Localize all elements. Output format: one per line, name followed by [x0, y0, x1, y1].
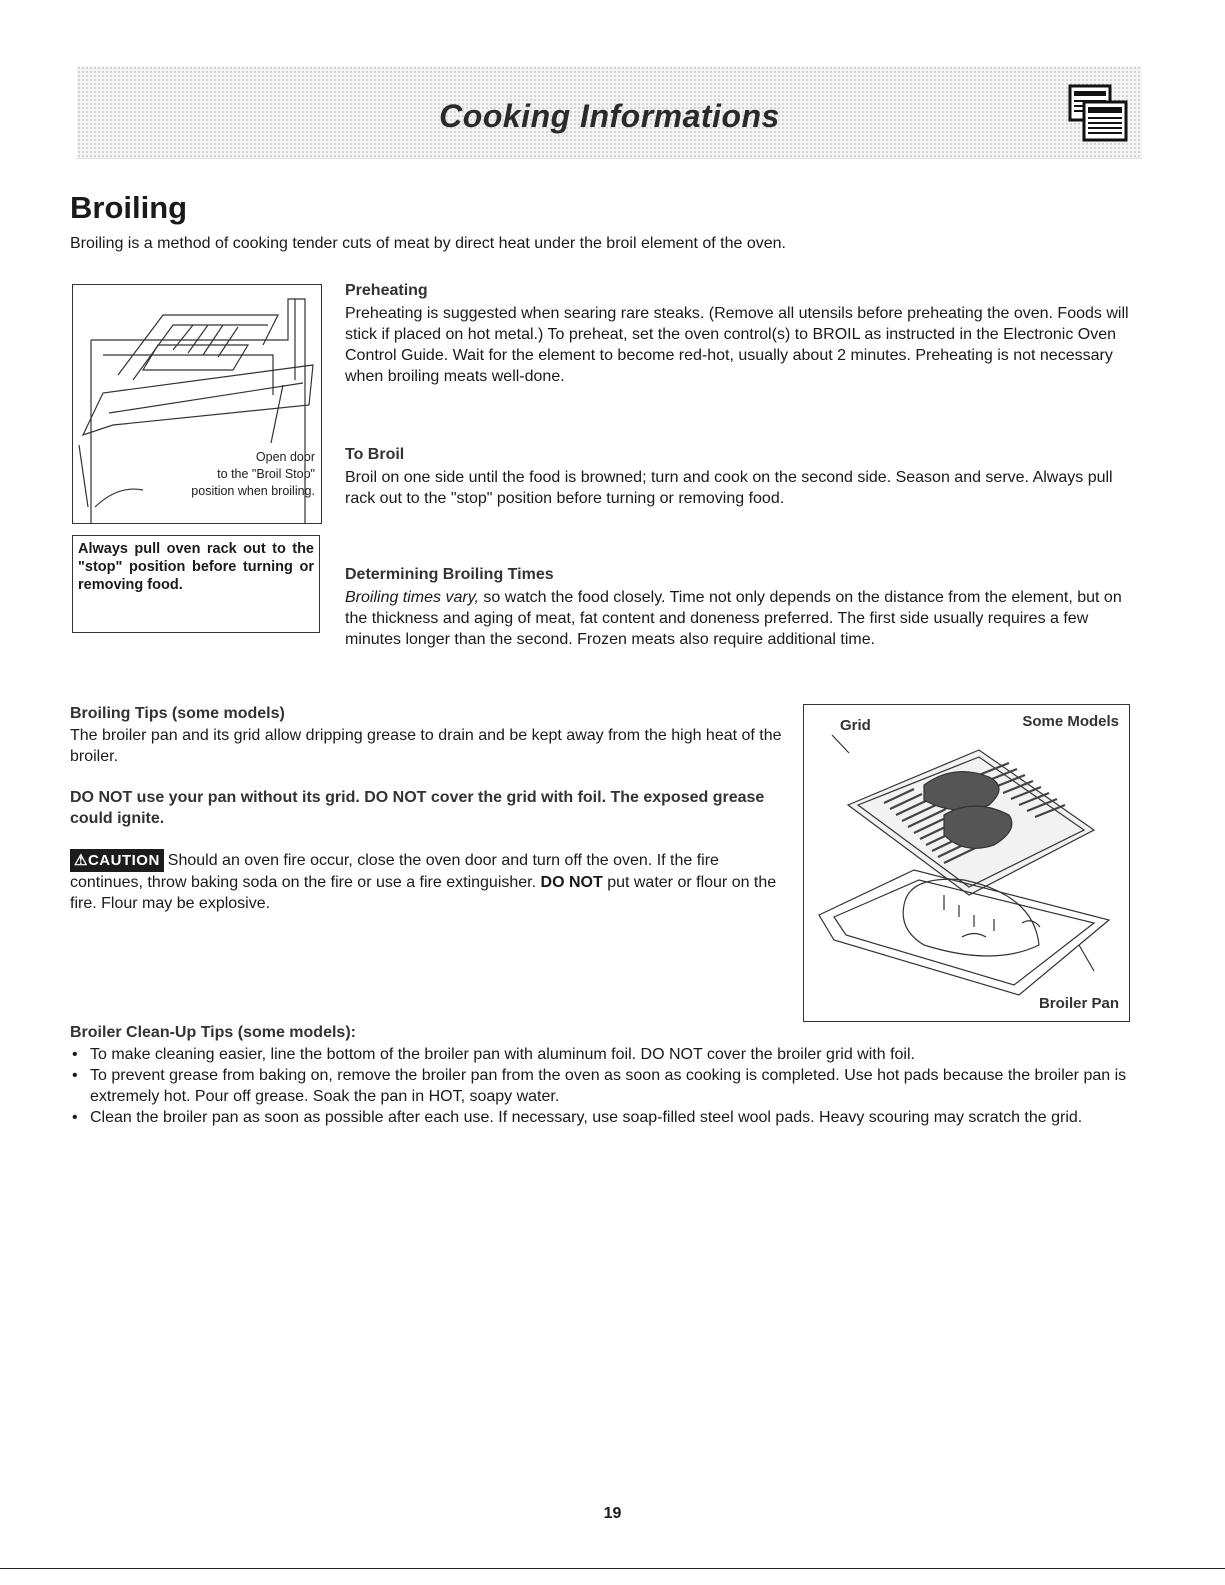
section-heading-broiling: Broiling	[70, 190, 188, 225]
to-broil-section	[345, 446, 1130, 509]
page-number: 19	[603, 1505, 622, 1522]
list-item-text: Clean the broiler pan as soon as possible after each use. If necessary, use soap-filled steel wool pads. Heavy scouring may scratch the grid.	[90, 1109, 1083, 1126]
rack-note-box: Always pull oven rack out to the "stop" position before turning or removing food.	[72, 535, 320, 633]
grid-label: Grid	[840, 717, 871, 734]
oven-door-caption	[191, 449, 315, 500]
cleanup-list	[70, 1044, 1135, 1128]
caption-line: Open door	[255, 450, 315, 464]
some-models-label: Some Models	[1022, 713, 1119, 730]
broiler-pan-label: Broiler Pan	[1038, 995, 1119, 1012]
broiling-times-body	[345, 587, 1130, 650]
broiling-tips-heading: Broiling Tips (some models)	[70, 705, 285, 722]
broiling-tips-section	[70, 705, 782, 914]
caption-line: to the "Broil Stop"	[217, 467, 315, 481]
page-title: Cooking Informations	[439, 98, 780, 134]
list-item	[70, 1065, 1135, 1107]
list-item	[70, 1107, 1135, 1128]
broiling-times-heading: Determining Broiling Times	[345, 566, 554, 583]
header-banner	[77, 66, 1142, 159]
bottom-rule	[0, 1568, 1225, 1569]
caution-tail: put water or flour on the fire. Flour may be explosive.	[70, 874, 777, 912]
preheating-body: Preheating is suggested when searing rare steaks. (Remove all utensils before preheating the oven. Foods will stick if placed on hot metal.) To preheat, set the oven control(s) to BROIL as instructed in the Electronic Oven Control Guide. Wait for the element to become red-hot, usually about 2 minutes. Preheating is not necessary when broiling meats well-done.	[345, 305, 1129, 385]
preheating-heading: Preheating	[345, 282, 428, 299]
list-item	[70, 1044, 1135, 1065]
broiler-pan-drawing	[804, 705, 1129, 1021]
bullet: •	[72, 1067, 78, 1084]
caption-line: position when broiling.	[191, 484, 315, 498]
list-item-text: To prevent grease from baking on, remove the broiler pan from the oven as soon as cooking is completed. Use hot pads because the broiler pan is extremely hot. Pour off grease. Soak the pan in HOT, soapy water.	[90, 1067, 1127, 1105]
broiler-pan-illustration	[803, 704, 1130, 1022]
caution-text: Should an oven fire occur, close the oven door and turn off the oven. If the fire continues, throw baking soda on the fire or use a fire extinguisher.	[70, 852, 719, 891]
broiling-tips-body: The broiler pan and its grid allow dripping grease to drain and be kept away from the high heat of the broiler.	[70, 727, 782, 765]
preheating-section	[345, 282, 1130, 387]
grid-warning: DO NOT use your pan without its grid. DO NOT cover the grid with foil. The exposed grease could ignite.	[70, 789, 765, 827]
stacked-documents-icon	[1068, 84, 1128, 142]
caution-badge	[70, 849, 164, 872]
broiling-times-section	[345, 566, 1130, 650]
warning-triangle-icon: ⚠	[74, 852, 88, 869]
to-broil-heading: To Broil	[345, 446, 405, 463]
cleanup-tips-section	[70, 1024, 1135, 1128]
oven-door-illustration	[72, 284, 322, 524]
broiling-times-text: so watch the food closely. Time not only depends on the distance from the element, but on the thickness and aging of meat, fat content and doneness preferred. The first side usually requires a few minutes longer than the second. Frozen meats also require additional time.	[345, 589, 1122, 648]
list-item-text: To make cleaning easier, line the bottom of the broiler pan with aluminum foil. DO NOT cover the broiler grid with foil.	[90, 1046, 915, 1063]
caution-paragraph	[70, 849, 782, 914]
caution-label: CAUTION	[87, 852, 160, 869]
caution-bold: DO NOT	[540, 874, 603, 891]
bullet: •	[72, 1046, 78, 1063]
bullet: •	[72, 1109, 78, 1126]
broiling-intro: Broiling is a method of cooking tender cuts of meat by direct heat under the broil element of the oven.	[70, 235, 786, 252]
to-broil-body: Broil on one side until the food is browned; turn and cook on the second side. Season and serve. Always pull rack out to the "stop" position before turning or removing food.	[345, 469, 1113, 507]
broiling-times-italic: Broiling times vary,	[345, 589, 479, 606]
cleanup-heading: Broiler Clean-Up Tips (some models):	[70, 1024, 356, 1041]
